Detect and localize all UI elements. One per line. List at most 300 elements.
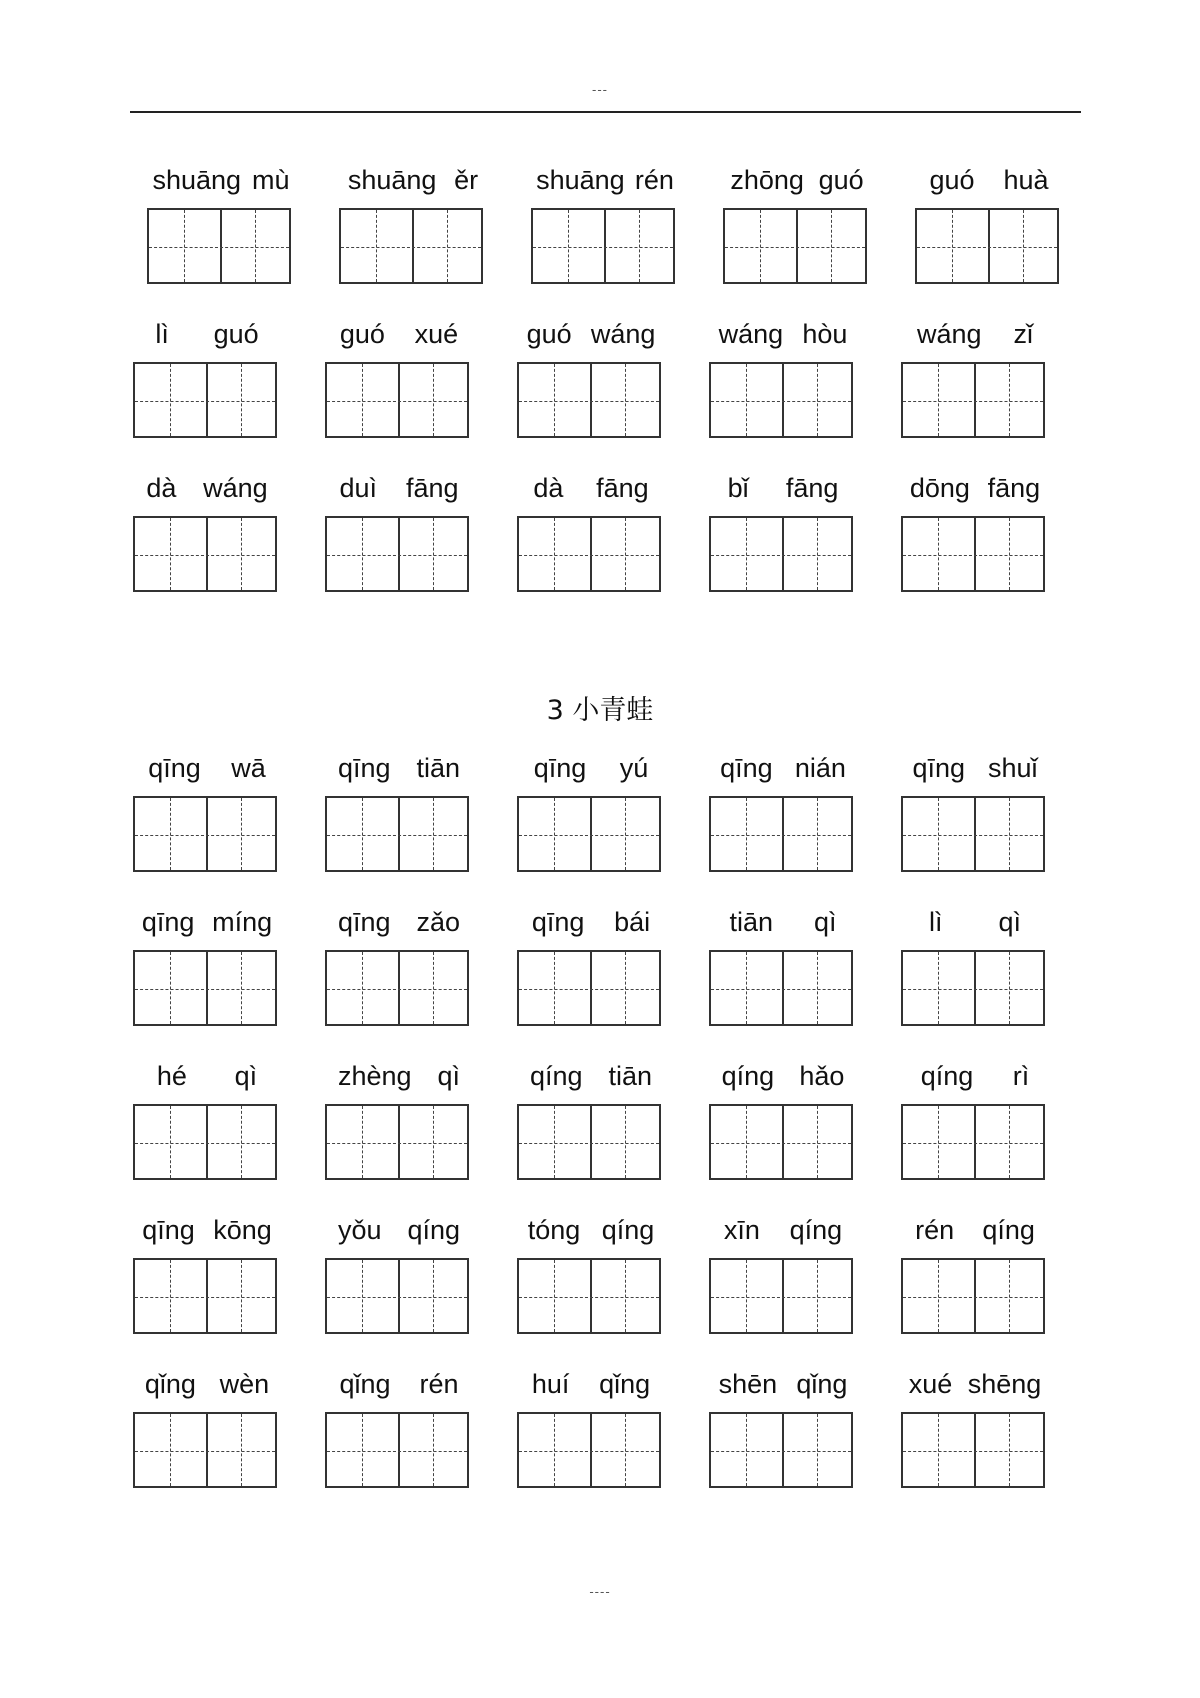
grid-guide-horizontal <box>903 401 1043 402</box>
tianzige-writing-grid <box>133 796 277 872</box>
pinyin-syllable: wā <box>231 753 266 783</box>
tianzige-writing-grid <box>517 1104 661 1180</box>
grid-guide-vertical <box>170 1106 171 1178</box>
grid-divider <box>974 952 976 1024</box>
pinyin-label <box>325 316 473 352</box>
grid-guide-horizontal <box>711 1143 851 1144</box>
pinyin-syllable: xué <box>414 319 459 349</box>
pinyin-item <box>325 1212 475 1340</box>
grid-guide-horizontal <box>135 1297 275 1298</box>
pinyin-syllable: qīng <box>148 753 201 783</box>
grid-guide-vertical <box>625 952 626 1024</box>
tianzige-writing-grid <box>901 1258 1045 1334</box>
pinyin-syllable: guó <box>213 319 259 349</box>
pinyin-syllable: qíng <box>407 1215 461 1245</box>
pinyin-label <box>901 470 1049 506</box>
tianzige-writing-grid <box>901 516 1045 592</box>
pinyin-label <box>147 162 295 198</box>
grid-guide-horizontal <box>519 989 659 990</box>
pinyin-item <box>325 750 475 878</box>
pinyin-syllable: hǎo <box>799 1061 845 1091</box>
tianzige-writing-grid <box>709 362 853 438</box>
tianzige-writing-grid <box>709 796 853 872</box>
grid-guide-vertical <box>362 952 363 1024</box>
pinyin-syllable: wáng <box>718 319 784 349</box>
pinyin-label <box>901 1366 1049 1402</box>
grid-guide-vertical <box>817 1106 818 1178</box>
grid-guide-vertical <box>625 518 626 590</box>
grid-guide-horizontal <box>327 1143 467 1144</box>
grid-guide-vertical <box>817 1260 818 1332</box>
pinyin-syllable: shuāng <box>347 165 437 195</box>
pinyin-label <box>325 750 473 786</box>
pinyin-syllable: qíng <box>721 1061 775 1091</box>
grid-guide-horizontal <box>519 1451 659 1452</box>
tianzige-writing-grid <box>517 796 661 872</box>
pinyin-label <box>133 316 281 352</box>
pinyin-syllable: xué <box>908 1369 953 1399</box>
grid-divider <box>398 364 400 436</box>
grid-divider <box>782 364 784 436</box>
pinyin-syllable: rén <box>634 165 674 195</box>
pinyin-item <box>901 316 1051 444</box>
pinyin-syllable: hòu <box>802 319 848 349</box>
tianzige-writing-grid <box>517 362 661 438</box>
pinyin-syllable: qǐng <box>599 1369 651 1399</box>
pinyin-label <box>709 316 857 352</box>
grid-guide-vertical <box>1009 952 1010 1024</box>
pinyin-item <box>709 750 859 878</box>
pinyin-item <box>133 904 283 1032</box>
grid-divider <box>206 1260 208 1332</box>
grid-guide-horizontal <box>519 401 659 402</box>
pinyin-syllable: qíng <box>601 1215 655 1245</box>
grid-guide-vertical <box>568 210 569 282</box>
grid-guide-vertical <box>170 798 171 870</box>
grid-guide-horizontal <box>917 247 1057 248</box>
grid-guide-vertical <box>554 364 555 436</box>
tianzige-writing-grid <box>133 1104 277 1180</box>
grid-guide-horizontal <box>135 401 275 402</box>
grid-divider <box>398 1260 400 1332</box>
grid-guide-vertical <box>241 364 242 436</box>
grid-guide-vertical <box>817 518 818 590</box>
pinyin-item <box>709 1212 859 1340</box>
pinyin-syllable: fāng <box>405 473 459 503</box>
grid-guide-vertical <box>241 1106 242 1178</box>
pinyin-label <box>709 1212 857 1248</box>
pinyin-label <box>517 1366 665 1402</box>
pinyin-item <box>133 1366 283 1494</box>
grid-divider <box>782 798 784 870</box>
grid-divider <box>590 1106 592 1178</box>
grid-divider <box>796 210 798 282</box>
grid-guide-horizontal <box>327 835 467 836</box>
pinyin-label <box>901 1058 1049 1094</box>
grid-guide-vertical <box>938 1260 939 1332</box>
pinyin-label <box>133 904 281 940</box>
grid-divider <box>974 1260 976 1332</box>
grid-divider <box>206 798 208 870</box>
pinyin-item <box>517 316 667 444</box>
pinyin-syllable: qīng <box>142 1215 195 1245</box>
pinyin-syllable: dà <box>146 473 177 503</box>
pinyin-syllable: lì <box>155 319 169 349</box>
grid-divider <box>412 210 414 282</box>
tianzige-writing-grid <box>133 516 277 592</box>
grid-guide-vertical <box>817 952 818 1024</box>
pinyin-label <box>723 162 871 198</box>
grid-divider <box>782 1414 784 1486</box>
pinyin-syllable: qì <box>813 907 837 937</box>
grid-guide-horizontal <box>327 989 467 990</box>
grid-guide-horizontal <box>327 1297 467 1298</box>
grid-guide-vertical <box>433 1414 434 1486</box>
pinyin-syllable: guó <box>526 319 572 349</box>
pinyin-syllable: rén <box>419 1369 459 1399</box>
pinyin-item <box>709 316 859 444</box>
grid-guide-vertical <box>241 952 242 1024</box>
pinyin-syllable: qì <box>998 907 1021 937</box>
grid-guide-vertical <box>760 210 761 282</box>
grid-guide-vertical <box>817 1414 818 1486</box>
grid-guide-vertical <box>433 364 434 436</box>
tianzige-writing-grid <box>517 1258 661 1334</box>
grid-divider <box>206 1414 208 1486</box>
pinyin-item <box>147 162 297 290</box>
pinyin-syllable: shēn <box>718 1369 778 1399</box>
tianzige-writing-grid <box>901 796 1045 872</box>
pinyin-syllable: qì <box>234 1061 258 1091</box>
tianzige-writing-grid <box>325 1258 469 1334</box>
grid-guide-vertical <box>817 798 818 870</box>
grid-divider <box>974 1106 976 1178</box>
pinyin-syllable: zǐ <box>1013 319 1033 349</box>
grid-divider <box>974 364 976 436</box>
grid-guide-vertical <box>241 1414 242 1486</box>
grid-guide-vertical <box>746 952 747 1024</box>
pinyin-syllable: qíng <box>529 1061 583 1091</box>
pinyin-item <box>709 1058 859 1186</box>
tianzige-writing-grid <box>325 950 469 1026</box>
grid-divider <box>974 518 976 590</box>
pinyin-syllable: yú <box>619 753 649 783</box>
pinyin-syllable: zǎo <box>416 907 461 937</box>
pinyin-syllable: nián <box>794 753 846 783</box>
pinyin-syllable: qīng <box>533 753 587 783</box>
pinyin-syllable: ěr <box>454 165 479 195</box>
pinyin-syllable: bǐ <box>727 473 749 503</box>
pinyin-syllable: guó <box>818 165 864 195</box>
grid-guide-horizontal <box>711 555 851 556</box>
pinyin-syllable: qīng <box>337 907 391 937</box>
pinyin-label <box>339 162 487 198</box>
pinyin-syllable: zhèng <box>337 1061 412 1091</box>
grid-guide-vertical <box>433 518 434 590</box>
pinyin-item <box>133 470 283 598</box>
pinyin-syllable: huà <box>1003 165 1049 195</box>
tianzige-writing-grid <box>901 1104 1045 1180</box>
grid-guide-vertical <box>1009 1260 1010 1332</box>
pinyin-item <box>517 1212 667 1340</box>
grid-guide-horizontal <box>519 1297 659 1298</box>
grid-divider <box>398 1106 400 1178</box>
grid-divider <box>590 952 592 1024</box>
pinyin-item <box>339 162 489 290</box>
pinyin-syllable: qǐng <box>339 1369 391 1399</box>
pinyin-label <box>325 470 473 506</box>
pinyin-item <box>133 1058 283 1186</box>
pinyin-syllable: qīng <box>531 907 585 937</box>
pinyin-item <box>325 1366 475 1494</box>
pinyin-item <box>901 1366 1051 1494</box>
section-title: 3 小青蛙 <box>546 695 654 726</box>
pinyin-syllable: lì <box>928 907 943 937</box>
pinyin-syllable: dà <box>533 473 564 503</box>
grid-guide-vertical <box>170 1260 171 1332</box>
tianzige-writing-grid <box>339 208 483 284</box>
grid-guide-vertical <box>625 364 626 436</box>
pinyin-item <box>325 1058 475 1186</box>
pinyin-syllable: duì <box>339 473 378 503</box>
pinyin-label <box>517 750 665 786</box>
pinyin-syllable: dōng <box>909 473 970 503</box>
grid-divider <box>590 798 592 870</box>
pinyin-syllable: zhōng <box>730 165 804 195</box>
grid-guide-vertical <box>362 798 363 870</box>
tianzige-writing-grid <box>901 362 1045 438</box>
grid-guide-vertical <box>447 210 448 282</box>
grid-guide-horizontal <box>903 555 1043 556</box>
grid-guide-vertical <box>362 1106 363 1178</box>
grid-guide-vertical <box>625 1414 626 1486</box>
pinyin-syllable: tiān <box>416 753 461 783</box>
grid-guide-horizontal <box>903 1297 1043 1298</box>
pinyin-label <box>901 1212 1049 1248</box>
footer-mark: ---- <box>589 1584 611 1599</box>
grid-divider <box>604 210 606 282</box>
pinyin-syllable: tiān <box>608 1061 653 1091</box>
pinyin-item <box>709 470 859 598</box>
grid-divider <box>782 1106 784 1178</box>
grid-guide-horizontal <box>711 1451 851 1452</box>
pinyin-syllable: fāng <box>596 473 649 503</box>
grid-guide-horizontal <box>903 835 1043 836</box>
pinyin-syllable: bái <box>614 907 651 937</box>
pinyin-syllable: guó <box>339 319 385 349</box>
pinyin-syllable: tiān <box>729 907 774 937</box>
tianzige-writing-grid <box>901 950 1045 1026</box>
pinyin-item <box>709 904 859 1032</box>
pinyin-syllable: rén <box>915 1215 955 1245</box>
pinyin-label <box>517 904 665 940</box>
grid-guide-vertical <box>938 364 939 436</box>
pinyin-label <box>709 750 857 786</box>
pinyin-item <box>133 1212 283 1340</box>
pinyin-label <box>133 470 281 506</box>
grid-divider <box>206 518 208 590</box>
grid-guide-horizontal <box>135 555 275 556</box>
grid-guide-vertical <box>938 1414 939 1486</box>
pinyin-label <box>901 750 1049 786</box>
pinyin-syllable: shuǐ <box>987 753 1038 783</box>
grid-guide-vertical <box>938 518 939 590</box>
grid-divider <box>590 1260 592 1332</box>
grid-guide-vertical <box>241 518 242 590</box>
grid-guide-vertical <box>746 1260 747 1332</box>
grid-guide-vertical <box>746 364 747 436</box>
grid-guide-vertical <box>554 518 555 590</box>
pinyin-syllable: kōng <box>213 1215 272 1245</box>
grid-guide-vertical <box>433 798 434 870</box>
pinyin-label <box>531 162 679 198</box>
grid-guide-horizontal <box>519 555 659 556</box>
tianzige-writing-grid <box>723 208 867 284</box>
tianzige-writing-grid <box>133 362 277 438</box>
grid-divider <box>206 1106 208 1178</box>
pinyin-label <box>133 750 281 786</box>
tianzige-writing-grid <box>531 208 675 284</box>
pinyin-item <box>901 1212 1051 1340</box>
grid-guide-horizontal <box>711 835 851 836</box>
grid-guide-vertical <box>746 798 747 870</box>
pinyin-syllable: qīng <box>337 753 391 783</box>
grid-guide-vertical <box>170 518 171 590</box>
pinyin-item <box>517 1058 667 1186</box>
pinyin-label <box>325 1058 473 1094</box>
header-mark: --- <box>592 82 608 97</box>
grid-divider <box>782 952 784 1024</box>
grid-guide-horizontal <box>341 247 481 248</box>
tianzige-writing-grid <box>709 1412 853 1488</box>
pinyin-item <box>325 904 475 1032</box>
grid-divider <box>206 364 208 436</box>
grid-guide-vertical <box>255 210 256 282</box>
pinyin-syllable: wèn <box>219 1369 270 1399</box>
grid-guide-vertical <box>831 210 832 282</box>
grid-guide-vertical <box>1009 364 1010 436</box>
grid-guide-vertical <box>554 798 555 870</box>
grid-guide-vertical <box>554 1106 555 1178</box>
pinyin-item <box>901 470 1051 598</box>
pinyin-item <box>517 904 667 1032</box>
pinyin-syllable: qīng <box>912 753 966 783</box>
tianzige-writing-grid <box>133 1258 277 1334</box>
pinyin-label <box>901 904 1049 940</box>
pinyin-item <box>517 1366 667 1494</box>
grid-guide-vertical <box>170 952 171 1024</box>
pinyin-item <box>133 750 283 878</box>
grid-divider <box>398 1414 400 1486</box>
tianzige-writing-grid <box>709 1258 853 1334</box>
pinyin-item <box>133 316 283 444</box>
grid-guide-vertical <box>1009 1106 1010 1178</box>
grid-guide-vertical <box>639 210 640 282</box>
grid-guide-vertical <box>554 1414 555 1486</box>
grid-guide-vertical <box>938 1106 939 1178</box>
grid-guide-vertical <box>625 1260 626 1332</box>
grid-guide-horizontal <box>519 835 659 836</box>
grid-guide-vertical <box>746 1414 747 1486</box>
grid-guide-horizontal <box>327 401 467 402</box>
pinyin-syllable: qíng <box>982 1215 1035 1245</box>
pinyin-label <box>133 1058 281 1094</box>
pinyin-item <box>709 1366 859 1494</box>
grid-guide-vertical <box>433 1260 434 1332</box>
grid-guide-vertical <box>170 1414 171 1486</box>
pinyin-syllable: wáng <box>203 473 268 503</box>
grid-divider <box>590 518 592 590</box>
grid-divider <box>206 952 208 1024</box>
grid-divider <box>974 1414 976 1486</box>
grid-divider <box>398 952 400 1024</box>
grid-guide-horizontal <box>327 555 467 556</box>
grid-guide-horizontal <box>533 247 673 248</box>
pinyin-label <box>325 1212 473 1248</box>
grid-guide-horizontal <box>327 1451 467 1452</box>
pinyin-item <box>517 750 667 878</box>
pinyin-syllable: guó <box>929 165 975 195</box>
pinyin-item <box>325 470 475 598</box>
pinyin-syllable: shēng <box>967 1369 1042 1399</box>
pinyin-label <box>709 1366 857 1402</box>
pinyin-label <box>915 162 1063 198</box>
pinyin-label <box>325 904 473 940</box>
grid-guide-horizontal <box>135 1451 275 1452</box>
grid-guide-vertical <box>1009 1414 1010 1486</box>
grid-divider <box>988 210 990 282</box>
grid-guide-horizontal <box>135 989 275 990</box>
pinyin-syllable: wáng <box>590 319 656 349</box>
tianzige-writing-grid <box>325 1104 469 1180</box>
grid-guide-vertical <box>241 1260 242 1332</box>
grid-divider <box>220 210 222 282</box>
grid-guide-horizontal <box>711 401 851 402</box>
tianzige-writing-grid <box>133 950 277 1026</box>
tianzige-writing-grid <box>325 362 469 438</box>
grid-guide-vertical <box>376 210 377 282</box>
pinyin-label <box>133 1212 281 1248</box>
grid-divider <box>782 1260 784 1332</box>
grid-guide-horizontal <box>903 989 1043 990</box>
grid-guide-horizontal <box>519 1143 659 1144</box>
grid-guide-vertical <box>1009 518 1010 590</box>
grid-guide-horizontal <box>711 1297 851 1298</box>
pinyin-syllable: mù <box>252 165 290 195</box>
pinyin-syllable: tóng <box>527 1215 581 1245</box>
grid-guide-vertical <box>433 952 434 1024</box>
grid-guide-vertical <box>362 1414 363 1486</box>
grid-guide-vertical <box>952 210 953 282</box>
grid-guide-vertical <box>817 364 818 436</box>
tianzige-writing-grid <box>709 516 853 592</box>
grid-guide-vertical <box>554 952 555 1024</box>
tianzige-writing-grid <box>517 950 661 1026</box>
pinyin-item <box>325 316 475 444</box>
tianzige-writing-grid <box>325 516 469 592</box>
tianzige-writing-grid <box>517 516 661 592</box>
pinyin-syllable: shuāng <box>152 165 242 195</box>
pinyin-label <box>709 470 857 506</box>
grid-divider <box>782 518 784 590</box>
grid-divider <box>398 518 400 590</box>
grid-guide-vertical <box>184 210 185 282</box>
grid-guide-horizontal <box>149 247 289 248</box>
grid-guide-vertical <box>554 1260 555 1332</box>
grid-guide-horizontal <box>135 835 275 836</box>
grid-guide-horizontal <box>135 1143 275 1144</box>
tianzige-writing-grid <box>915 208 1059 284</box>
